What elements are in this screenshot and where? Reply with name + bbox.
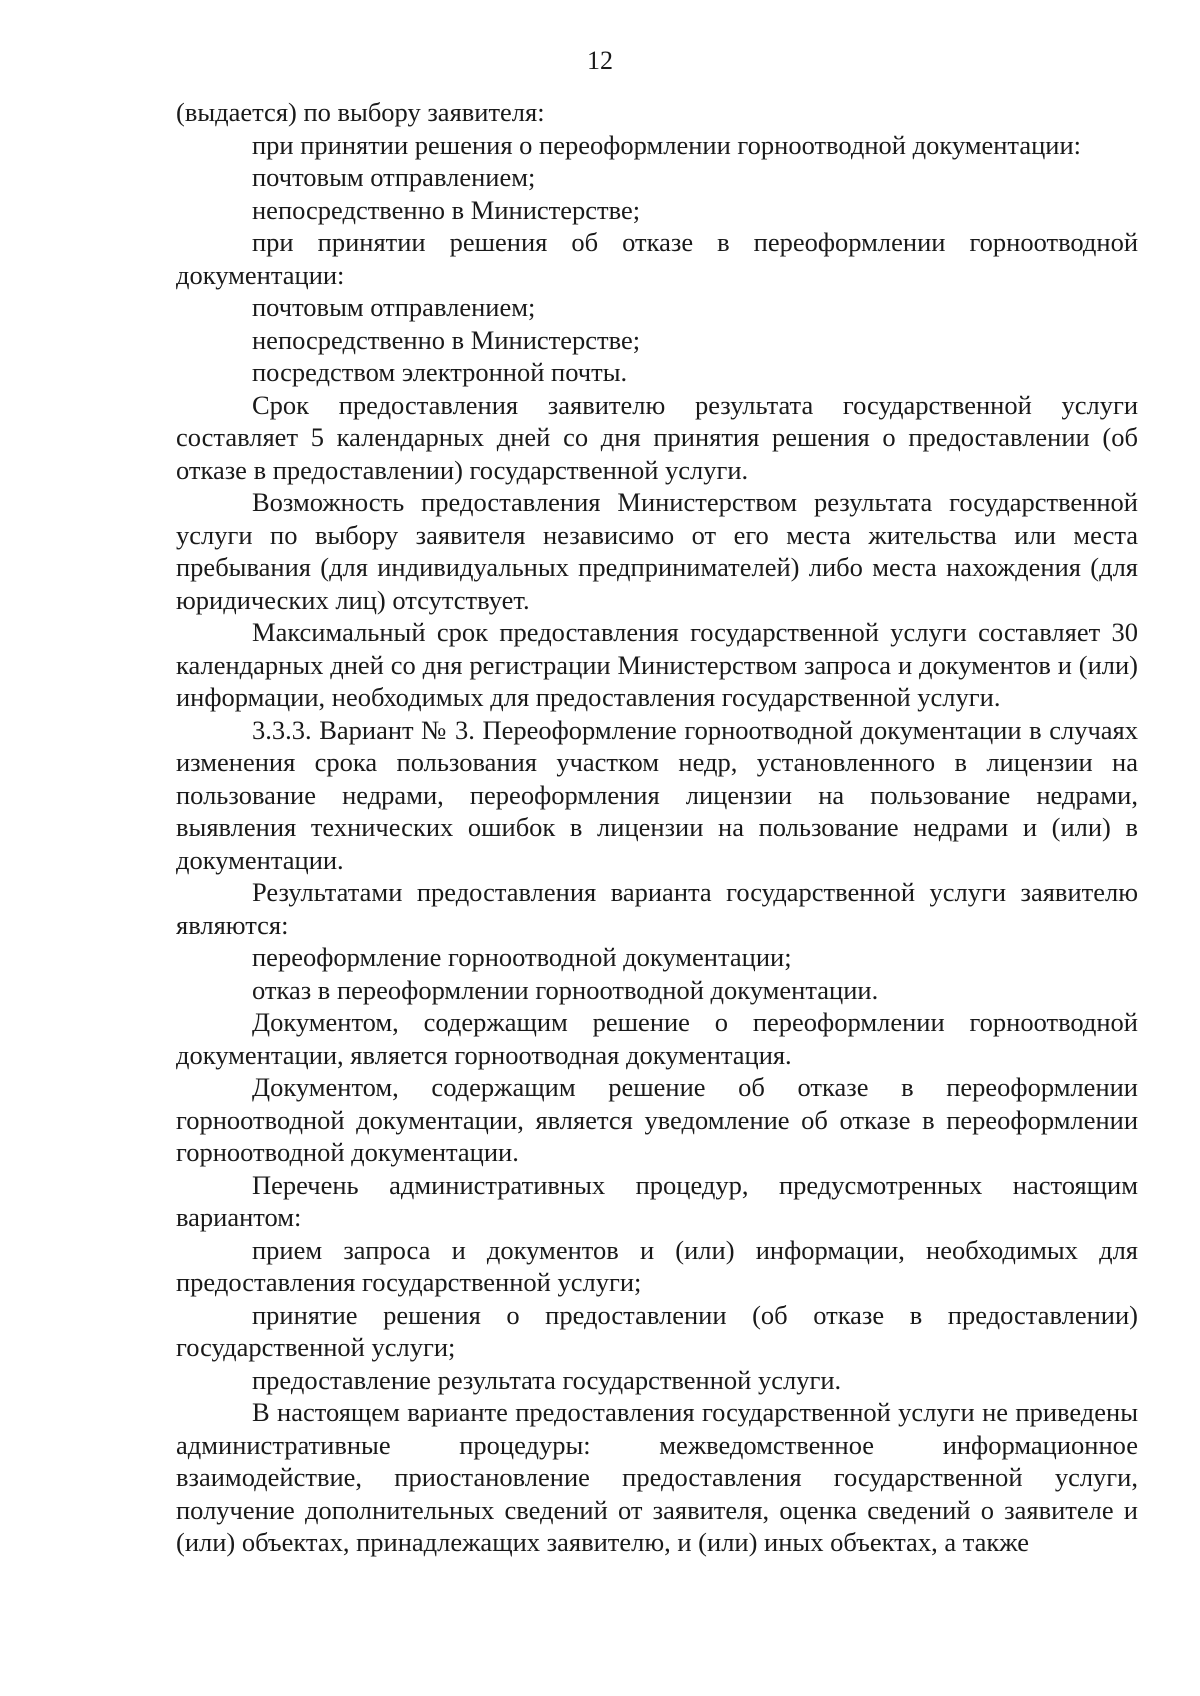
paragraph: принятие решения о предоставлении (об отказе в предоставлении) государственной услуги; xyxy=(176,1299,1138,1362)
paragraph: Перечень административных процедур, предусмотренных настоящим вариантом: xyxy=(176,1169,1138,1232)
paragraph: (выдается) по выбору заявителя: xyxy=(176,97,545,127)
paragraph: посредством электронной почты. xyxy=(252,357,628,387)
paragraph: непосредственно в Министерстве; xyxy=(252,324,641,355)
paragraph: Срок предоставления заявителю результата государственной услуги составляет 5 календарных дней со дня принятия решения о предоставлении (об отказе в предоставлении) государственной услуги. xyxy=(176,389,1138,485)
paragraph: Результатами предоставления варианта государственной услуги заявителю являются: xyxy=(176,877,1138,940)
paragraph: предоставление результата государственной услуги. xyxy=(252,1364,842,1395)
paragraph: 3.3.3. Вариант № 3. Переоформление горноотводной документации в случаях изменения срока пользования участком недр, установленного в лицензии на пользование недрами, переоформления лицензии на пользование недрами, выявления технических ошибок в лицензии на пользование недрами и (или) в документации. xyxy=(176,714,1138,875)
paragraph: почтовым отправлением; xyxy=(252,292,536,322)
paragraph: при принятии решения об отказе в переоформлении горноотводной документации: xyxy=(176,227,1138,290)
paragraph: Возможность предоставления Министерством результата государственной услуги по выбору заявителя независимо от его места жительства или места пребывания (для индивидуальных предпринимателей) либо места нахождения (для юридических лиц) отсутствует. xyxy=(176,487,1138,615)
paragraph: прием запроса и документов и (или) информации, необходимых для предоставления государственной услуги; xyxy=(176,1234,1138,1297)
paragraph: Максимальный срок предоставления государственной услуги составляет 30 календарных дней со дня регистрации Министерством запроса и документов и (или) информации, необходимых для предоставления государственной услуги. xyxy=(176,617,1138,712)
page-number: 12 xyxy=(587,46,613,75)
paragraph: переоформление горноотводной документации; xyxy=(252,942,792,972)
paragraph: при принятии решения о переоформлении горноотводной документации: xyxy=(252,129,1082,160)
paragraph: В настоящем варианте предоставления государственной услуги не приведены административные процедуры: межведомственное информационное взаимодействие, приостановление предоставления государственной услуги, получение дополнительных сведений от заявителя, оценка сведений о заявителе и (или) объектах, принадлежащих заявителю, и (или) иных объектах, а также xyxy=(176,1397,1138,1557)
paragraph: отказ в переоформлении горноотводной документации. xyxy=(252,974,879,1005)
document-body xyxy=(176,96,1138,1559)
paragraph: Документом, содержащим решение об отказе в переоформлении горноотводной документации, является уведомление об отказе в переоформлении горноотводной документации. xyxy=(176,1072,1138,1167)
paragraph: непосредственно в Министерстве; xyxy=(252,194,641,225)
paragraph: Документом, содержащим решение о переоформлении горноотводной документации, является горноотводная документация. xyxy=(176,1007,1138,1070)
paragraph: почтовым отправлением; xyxy=(252,162,536,192)
